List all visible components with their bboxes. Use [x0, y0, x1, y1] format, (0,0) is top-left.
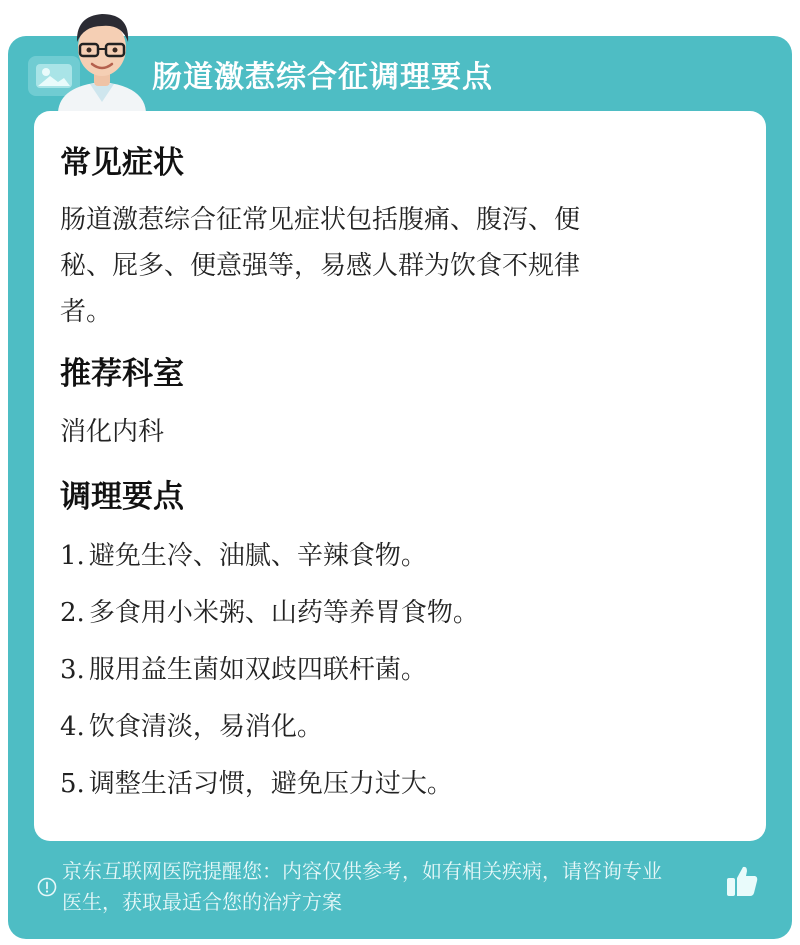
- content-card: [34, 111, 766, 841]
- disclaimer: [62, 856, 732, 918]
- thumbs-up-icon[interactable]: [724, 863, 760, 899]
- tips-list: [60, 533, 479, 818]
- list-item: 5. 调整生活习惯，避免压力过大。: [60, 769, 453, 799]
- section-title-tips: 调理要点: [60, 479, 184, 515]
- list-item: 3. 服用益生菌如双歧四联杆菌。: [60, 655, 427, 685]
- symptoms-line: 秘、屁多、便意强等，易感人群为饮食不规律: [60, 251, 581, 281]
- section-title-symptoms: 常见症状: [60, 145, 184, 181]
- symptoms-line: 者。: [60, 297, 113, 327]
- list-item: 1. 避免生冷、油腻、辛辣食物。: [60, 541, 427, 571]
- symptoms-text: [60, 197, 700, 335]
- disclaimer-line: 医生，获取最适合您的治疗方案: [62, 890, 342, 914]
- doctor-avatar: [50, 6, 154, 112]
- list-item: 2. 多食用小米粥、山药等养胃食物。: [60, 598, 479, 628]
- page-title: 肠道激惹综合征调理要点: [152, 60, 493, 95]
- list-item: 4. 饮食清淡，易消化。: [60, 712, 323, 742]
- symptoms-line: 肠道激惹综合征常见症状包括腹痛、腹泻、便: [60, 205, 581, 235]
- section-title-department: 推荐科室: [60, 356, 184, 392]
- info-icon: [37, 877, 57, 897]
- disclaimer-line: 京东互联网医院提醒您：内容仅供参考，如有相关疾病，请咨询专业: [62, 859, 662, 883]
- department-text: 消化内科: [60, 417, 165, 447]
